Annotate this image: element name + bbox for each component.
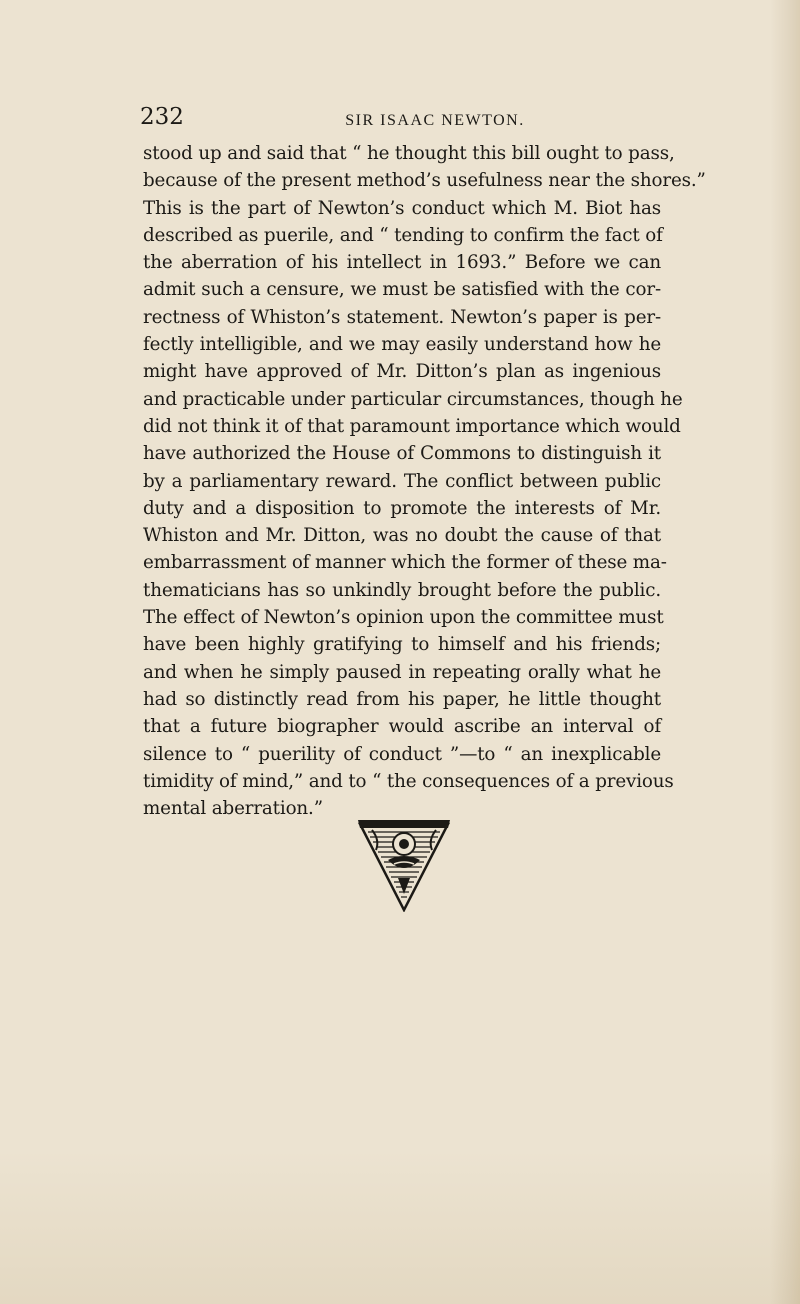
text-line: because of the present method’s usefulness near the shores.” xyxy=(143,170,706,192)
running-head: SIR ISAAC NEWTON. xyxy=(345,112,525,129)
text-line: might have approved of Mr. Ditton’s plan as ingenious xyxy=(143,361,661,383)
text-line: did not think it of that paramount importance which would xyxy=(143,415,681,437)
text-line: have authorized the House of Commons to distinguish it xyxy=(143,443,661,465)
text-line: silence to “ puerility of conduct ”—to “ an inexplicable xyxy=(143,743,661,765)
tailpiece-ornament-icon xyxy=(358,818,450,912)
text-line: by a parliamentary reward. The conflict between public xyxy=(143,470,661,492)
text-line: Whiston and Mr. Ditton, was no doubt the cause of that xyxy=(143,525,661,547)
text-line: admit such a censure, we must be satisfied with the cor- xyxy=(143,279,661,301)
text-line: timidity of mind,” and to “ the consequences of a previous xyxy=(143,770,674,792)
text-line: thematicians has so unkindly brought before the public. xyxy=(143,579,661,601)
text-line: The effect of Newton’s opinion upon the committee must xyxy=(143,607,664,629)
text-line: mental aberration.” xyxy=(143,798,323,820)
text-line: have been highly gratifying to himself and his friends; xyxy=(143,634,661,656)
text-line: This is the part of Newton’s conduct which M. Biot has xyxy=(143,197,661,219)
text-line: and when he simply paused in repeating orally what he xyxy=(143,661,661,683)
text-line: and practicable under particular circumstances, though he xyxy=(143,388,683,410)
text-line: the aberration of his intellect in 1693.” Before we can xyxy=(143,252,661,274)
body-paragraph xyxy=(143,140,706,822)
text-line: described as puerile, and “ tending to confirm the fact of xyxy=(143,224,663,246)
text-line: stood up and said that “ he thought this bill ought to pass, xyxy=(143,143,675,164)
text-line: duty and a disposition to promote the interests of Mr. xyxy=(143,497,661,519)
text-line: that a future biographer would ascribe an interval of xyxy=(143,716,661,738)
text-line: rectness of Whiston’s statement. Newton’s paper is per- xyxy=(143,306,661,328)
page-header xyxy=(140,104,660,144)
text-line: had so distinctly read from his paper, he little thought xyxy=(143,688,661,710)
page-number: 232 xyxy=(140,104,184,130)
text-line: fectly intelligible, and we may easily understand how he xyxy=(143,334,661,356)
text-line: embarrassment of manner which the former of these ma- xyxy=(143,552,667,574)
